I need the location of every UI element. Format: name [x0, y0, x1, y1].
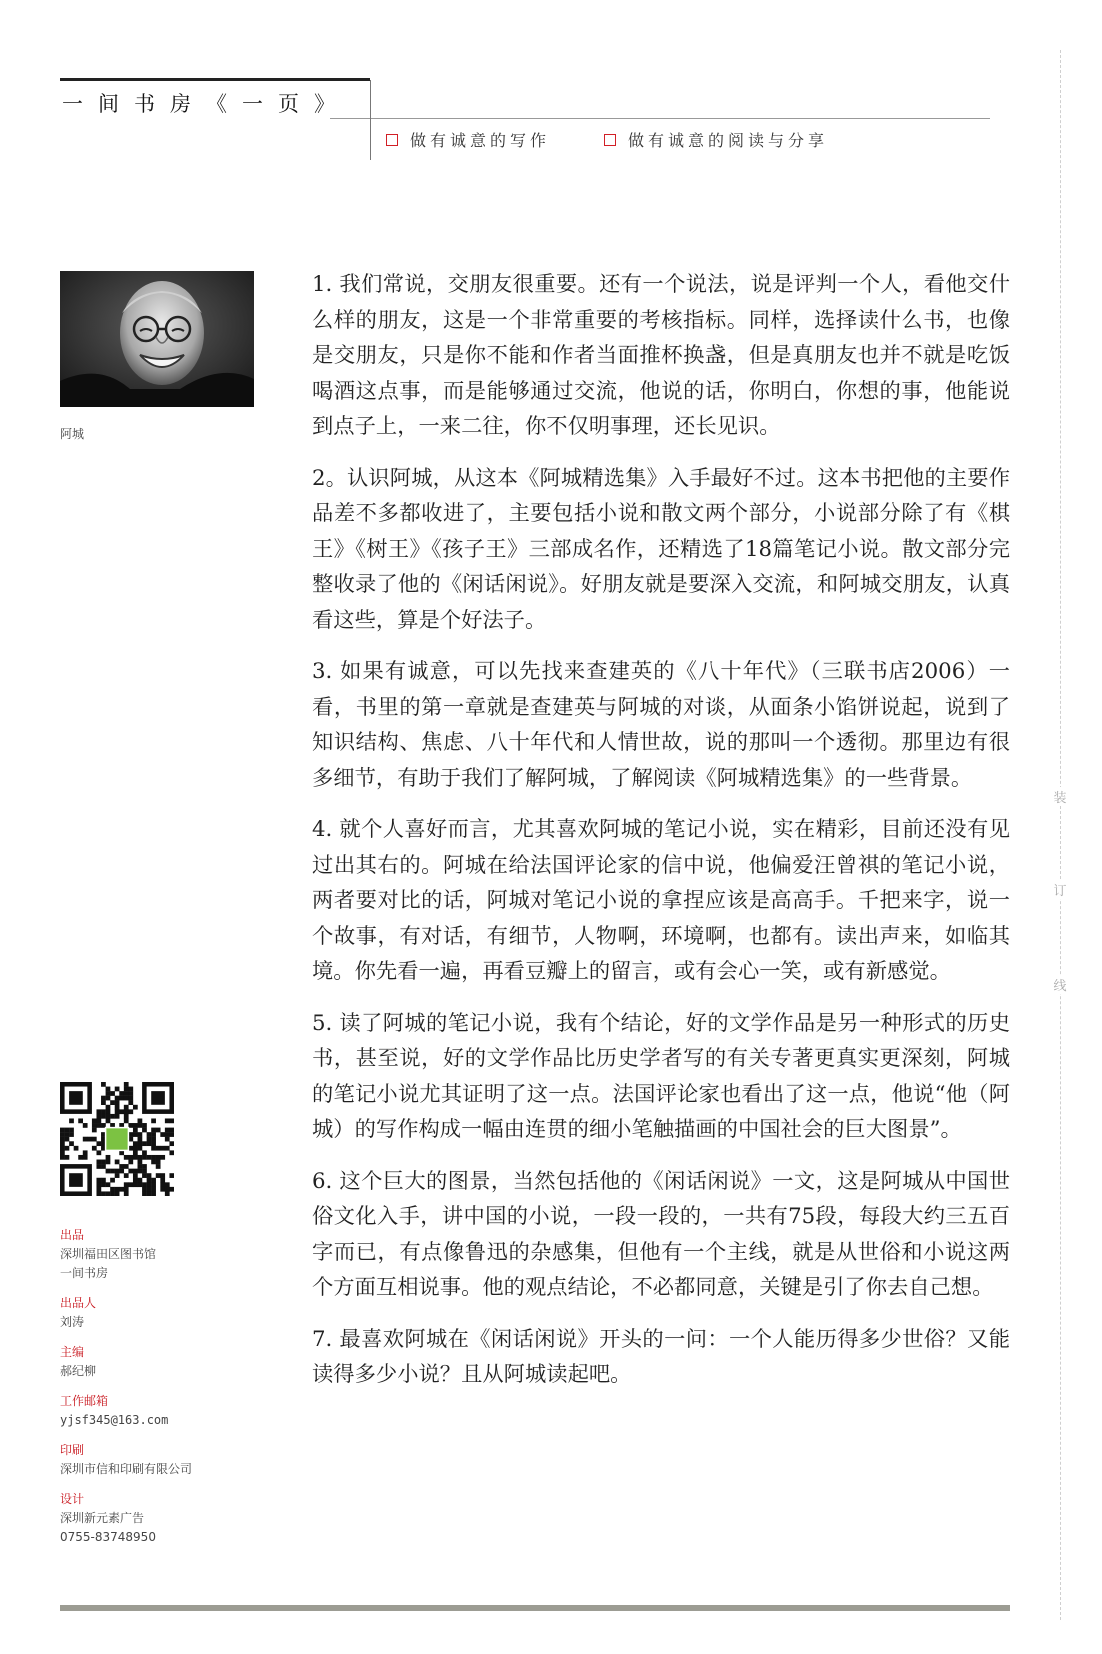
header-vertical-rule: [370, 80, 371, 160]
article-body: [312, 267, 1010, 1409]
credit-value: 深圳新元素广告: [60, 1511, 145, 1525]
credit-label: 印刷: [60, 1443, 85, 1457]
article-paragraph-4: 4. 就个人喜好而言，尤其喜欢阿城的笔记小说，实在精彩，目前还没有见过出其右的。阿城在给法国评论家的信中说，他偏爱汪曾祺的笔记小说，两者要对比的话，阿城对笔记小说的拿捏应该是高高手。千把来字，说一个故事，有对话，有细节，人物啊，环境啊，也都有。读出声来，如临其境。你先看一遍，再看豆瓣上的留言，或有会心一笑，或有新感觉。: [312, 817, 1010, 984]
checkbox-square-icon: [386, 134, 398, 146]
credit-label: 出品人: [60, 1296, 97, 1310]
article-paragraph-7: 7. 最喜欢阿城在《闲话闲说》开头的一问：一个人能历得多少世俗？又能读得多少小说？且从阿城读起吧。: [312, 1326, 1010, 1387]
checkbox-square-icon: [604, 134, 616, 146]
binding-dashed-line: [1060, 50, 1061, 1620]
qr-code-icon: [60, 1082, 174, 1196]
credit-value: yjsf345@163.com: [60, 1413, 169, 1427]
photo-caption: 阿城: [60, 427, 85, 441]
credit-group: [60, 1441, 260, 1479]
article-paragraph-1: 1. 我们常说，交朋友很重要。还有一个说法，说是评判一个人，看他交什么样的朋友，这是一个非常重要的考核指标。同样，选择读什么书，也像是交朋友，只是你不能和作者当面推杯换盏，但是真朋友也并不就是吃饭喝酒这点事，而是能够通过交流，他说的话，你明白，你想的事，他能说到点子上，一来二往，你不仅明事理，还长见识。: [312, 272, 1010, 439]
qr-code: [60, 1082, 174, 1196]
motto-writing-text: 做有诚意的写作: [410, 131, 551, 150]
footer-bar: [60, 1605, 1010, 1611]
binding-char-zhuang: 装: [1052, 787, 1068, 806]
credit-label: 工作邮箱: [60, 1394, 109, 1408]
brand-title: 一间书房《一页》: [62, 92, 350, 116]
binding-char-ding: 订: [1052, 880, 1068, 899]
credit-group: [60, 1343, 260, 1381]
credit-label: 出品: [60, 1228, 85, 1242]
credit-value: 郝纪柳: [60, 1364, 97, 1378]
article-paragraph-2: 2。认识阿城，从这本《阿城精选集》入手最好不过。这本书把他的主要作品差不多都收进了，主要包括小说和散文两个部分，小说部分除了有《棋王》《树王》《孩子王》三部成名作，还精选了18篇笔记小说。散文部分完整收录了他的《闲话闲说》。好朋友就是要深入交流，和阿城交朋友，认真看这些，算是个好法子。: [312, 465, 1010, 633]
header-thin-rule: [330, 118, 990, 119]
credit-value: 一间书房: [60, 1266, 109, 1280]
credit-group: [60, 1226, 260, 1283]
article-paragraph-6: 6. 这个巨大的图景，当然包括他的《闲话闲说》一文，这是阿城从中国世俗文化入手，讲中国的小说，一段一段的，一共有75段，每段大约三五百字而已，有点像鲁迅的杂感集，但他有一个主线，就是从世俗和小说这两个方面互相说事。他的观点结论，不必都同意，关键是引了你去自己想。: [312, 1168, 1010, 1300]
motto-reading: [604, 128, 828, 151]
author-photo: [60, 271, 254, 407]
credit-group: [60, 1490, 260, 1547]
header-top-rule: [60, 78, 370, 81]
credit-value: 刘涛: [60, 1315, 85, 1329]
credit-group: [60, 1294, 260, 1332]
article-paragraph-5: 5. 读了阿城的笔记小说，我有个结论，好的文学作品是另一种形式的历史书，甚至说，好的文学作品比历史学者写的有关专著更真实更深刻，阿城的笔记小说尤其证明了这一点。法国评论家也看出了这一点，他说“他（阿城）的写作构成一幅由连贯的细小笔触描画的中国社会的巨大图景”。: [312, 1010, 1010, 1142]
credit-label: 主编: [60, 1345, 85, 1359]
credit-label: 设计: [60, 1492, 85, 1506]
credit-group: [60, 1392, 260, 1430]
credit-value: 深圳市信和印刷有限公司: [60, 1462, 193, 1476]
article-paragraph-3: 3. 如果有诚意，可以先找来查建英的《八十年代》（三联书店2006）一看，书里的第一章就是查建英与阿城的对谈，从面条小馅饼说起，说到了知识结构、焦虑、八十年代和人情世故，说的那叫一个透彻。那里边有很多细节，有助于我们了解阿城，了解阅读《阿城精选集》的一些背景。: [312, 659, 1010, 791]
motto-writing: [386, 128, 550, 151]
credit-value: 0755-83748950: [60, 1530, 156, 1544]
motto-reading-text: 做有诚意的阅读与分享: [628, 131, 829, 150]
credit-value: 深圳福田区图书馆: [60, 1247, 157, 1261]
portrait-illustration: [60, 271, 254, 407]
binding-char-xian: 线: [1052, 975, 1068, 994]
credits-block: [60, 1226, 260, 1558]
